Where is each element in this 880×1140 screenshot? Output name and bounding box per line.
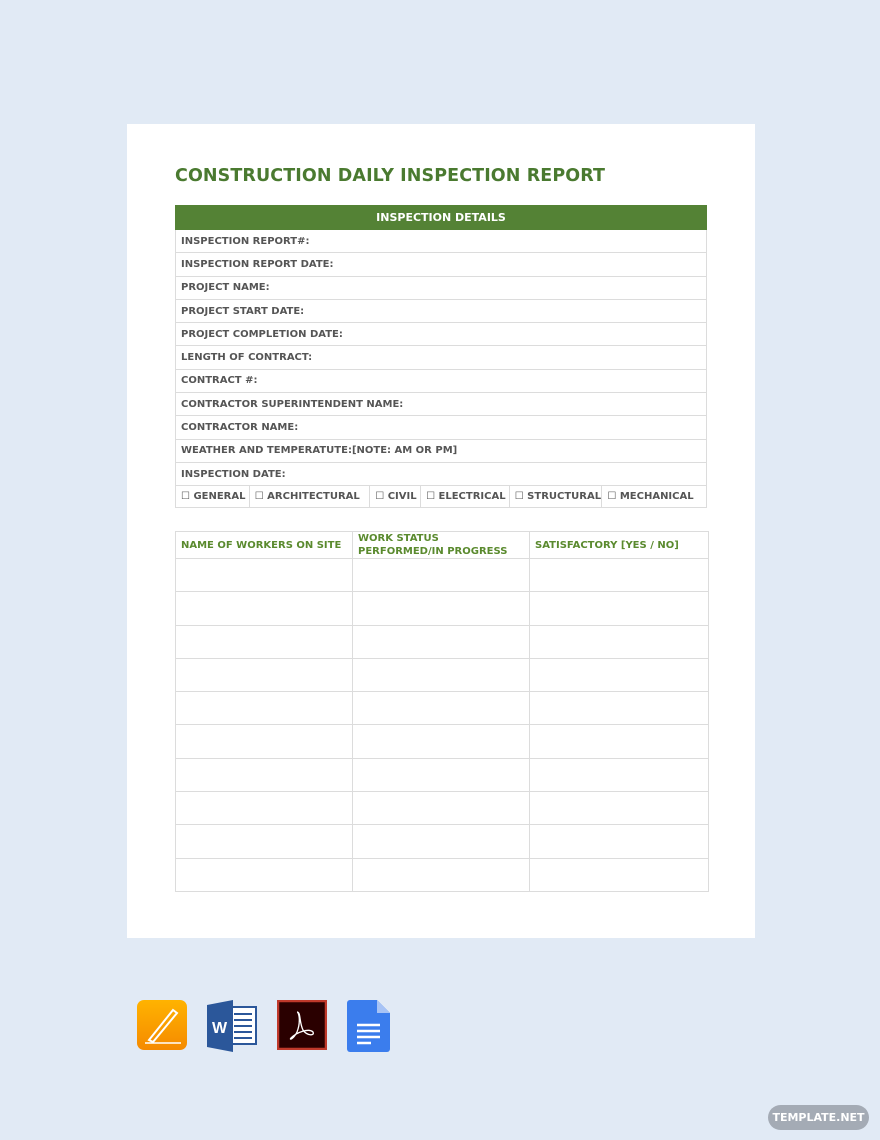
table-cell[interactable] — [530, 592, 709, 625]
word-icon[interactable] — [206, 1000, 258, 1052]
table-cell[interactable] — [353, 658, 530, 691]
table-cell[interactable] — [530, 559, 709, 592]
table-cell[interactable] — [353, 592, 530, 625]
table-cell[interactable] — [176, 658, 353, 691]
table-cell[interactable] — [353, 858, 530, 891]
section-header: INSPECTION DETAILS — [176, 206, 707, 230]
table-cell[interactable] — [176, 692, 353, 725]
category-checkbox[interactable]: ☐ GENERAL — [176, 485, 250, 507]
table-cell[interactable] — [176, 625, 353, 658]
page-title: CONSTRUCTION DAILY INSPECTION REPORT — [175, 166, 606, 186]
table-row — [176, 658, 709, 691]
template-net-badge[interactable]: TEMPLATE.NET — [768, 1105, 869, 1130]
category-checkbox[interactable]: ☐ ARCHITECTURAL — [250, 485, 371, 507]
category-checkbox[interactable]: ☐ STRUCTURAL — [510, 485, 603, 507]
pages-icon[interactable] — [137, 1000, 187, 1050]
detail-field[interactable]: INSPECTION REPORT#: — [176, 230, 707, 253]
table-cell[interactable] — [353, 725, 530, 758]
detail-field[interactable]: LENGTH OF CONTRACT: — [176, 346, 707, 369]
column-header: WORK STATUS PERFORMED/IN PROGRESS — [353, 532, 530, 559]
google-docs-icon[interactable] — [347, 1000, 391, 1052]
detail-field[interactable]: WEATHER AND TEMPERATUTE:[NOTE: AM OR PM] — [176, 439, 707, 462]
detail-field[interactable]: PROJECT NAME: — [176, 276, 707, 299]
table-row — [176, 758, 709, 791]
table-cell[interactable] — [176, 858, 353, 891]
table-row — [176, 692, 709, 725]
table-row — [176, 625, 709, 658]
detail-field[interactable]: INSPECTION DATE: — [176, 462, 707, 485]
svg-text:W: W — [212, 1020, 228, 1037]
table-cell[interactable] — [176, 825, 353, 858]
table-cell[interactable] — [530, 625, 709, 658]
table-cell[interactable] — [530, 658, 709, 691]
table-row — [176, 792, 709, 825]
detail-field[interactable]: INSPECTION REPORT DATE: — [176, 253, 707, 276]
detail-field[interactable]: PROJECT COMPLETION DATE: — [176, 323, 707, 346]
detail-field[interactable]: PROJECT START DATE: — [176, 299, 707, 322]
table-cell[interactable] — [530, 692, 709, 725]
table-cell[interactable] — [353, 625, 530, 658]
table-cell[interactable] — [176, 758, 353, 791]
table-cell[interactable] — [176, 792, 353, 825]
column-header: SATISFACTORY [YES / NO] — [530, 532, 709, 559]
category-checkbox[interactable]: ☐ ELECTRICAL — [421, 485, 510, 507]
table-cell[interactable] — [353, 692, 530, 725]
table-cell[interactable] — [530, 758, 709, 791]
pdf-icon[interactable] — [277, 1000, 327, 1050]
table-cell[interactable] — [353, 825, 530, 858]
detail-field[interactable]: CONTRACTOR NAME: — [176, 416, 707, 439]
category-checkbox[interactable]: ☐ MECHANICAL — [607, 490, 694, 502]
table-row — [176, 725, 709, 758]
document-page — [127, 124, 755, 938]
table-cell[interactable] — [530, 858, 709, 891]
table-cell[interactable] — [353, 792, 530, 825]
table-row — [176, 858, 709, 891]
table-row — [176, 559, 709, 592]
table-cell[interactable] — [353, 559, 530, 592]
detail-field[interactable]: CONTRACT #: — [176, 369, 707, 392]
category-checkbox-row — [175, 485, 707, 508]
table-cell[interactable] — [530, 725, 709, 758]
table-cell[interactable] — [176, 725, 353, 758]
table-cell[interactable] — [176, 592, 353, 625]
inspection-details-table — [175, 205, 707, 486]
table-cell[interactable] — [353, 758, 530, 791]
table-row — [176, 592, 709, 625]
table-row — [176, 825, 709, 858]
category-checkbox[interactable]: ☐ CIVIL — [370, 485, 421, 507]
table-cell[interactable] — [176, 559, 353, 592]
table-cell[interactable] — [530, 792, 709, 825]
column-header: NAME OF WORKERS ON SITE — [176, 532, 353, 559]
workers-table — [175, 531, 709, 892]
table-cell[interactable] — [530, 825, 709, 858]
detail-field[interactable]: CONTRACTOR SUPERINTENDENT NAME: — [176, 393, 707, 416]
